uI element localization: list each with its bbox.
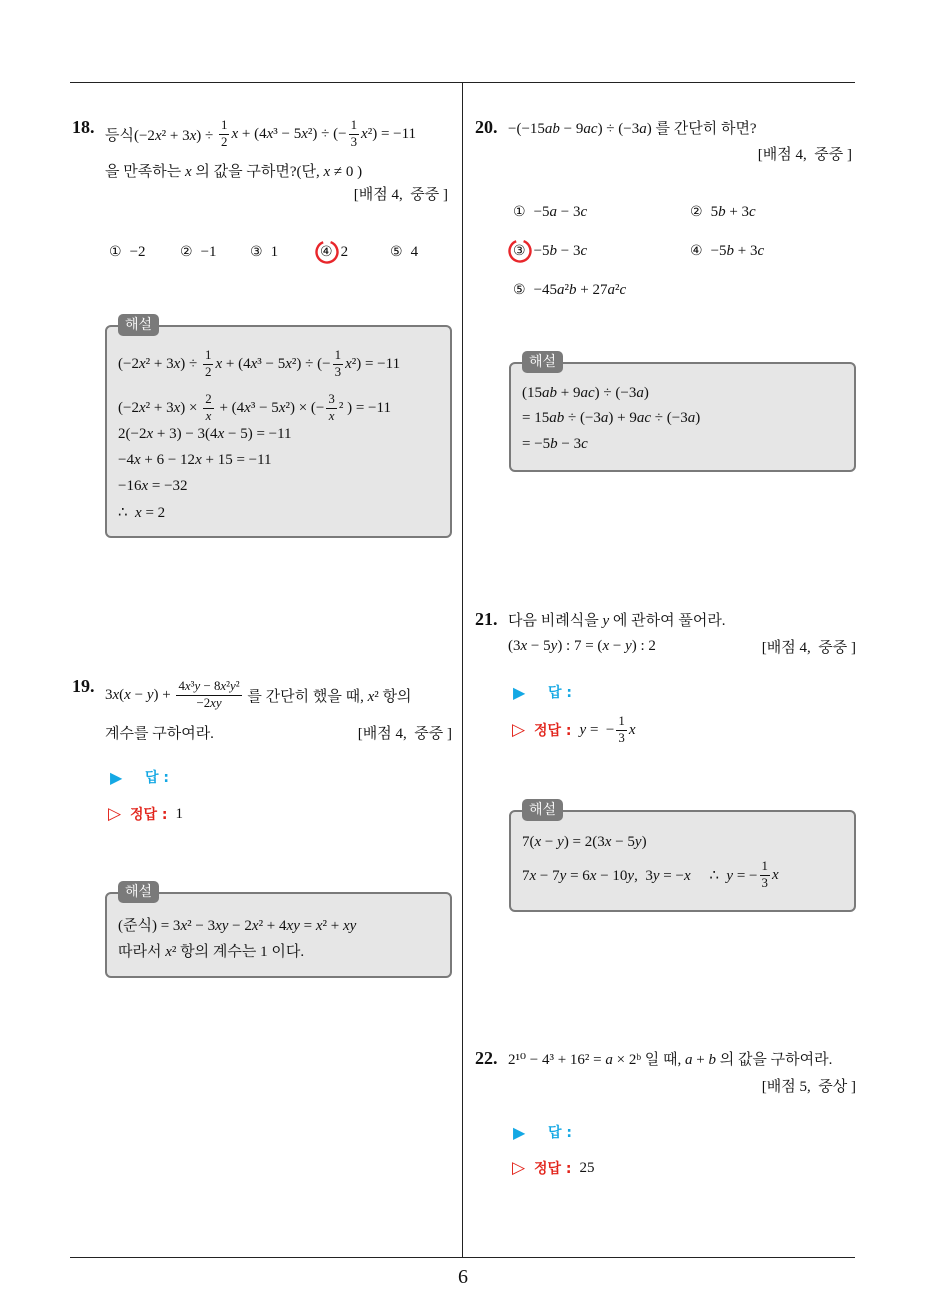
math-text: 계수를 구하여라.	[105, 725, 214, 742]
math-text: 3x(x − y) +	[105, 686, 175, 703]
problem-number: 22.	[475, 1047, 498, 1068]
math-text: x²) = −11	[361, 125, 417, 142]
solution-line	[118, 935, 304, 965]
question-line	[508, 112, 757, 142]
solution-line	[522, 860, 779, 890]
choice-number-label: ⑤	[513, 282, 526, 298]
answer-prompt	[513, 677, 572, 707]
choice-3	[513, 236, 587, 266]
math-text: 7x − 7y = 6x − 10y, 3y = −x ∴ y = −	[522, 867, 758, 884]
math-text: x	[628, 721, 636, 738]
choice-text: 4	[410, 243, 419, 260]
correct-answer	[512, 1153, 595, 1183]
math-text: 2¹⁰ − 4³ + 16² = a × 2ᵇ 일 때, a + b 의 값을 구하여라.	[508, 1051, 833, 1068]
math-text: (−2x² + 3x) ÷	[118, 355, 202, 372]
math-text: 25	[579, 1159, 595, 1176]
choice-number	[320, 244, 333, 260]
correct-answer-label: 정답 :	[534, 723, 572, 739]
choice-number	[690, 204, 703, 220]
choice-text: 5b + 3c	[710, 203, 756, 220]
choice-number	[180, 244, 193, 260]
solution-line	[522, 827, 647, 857]
correct-answer	[108, 799, 183, 829]
fraction-denominator: −2xy	[196, 695, 222, 710]
play-triangle-icon: ▶	[513, 682, 526, 702]
fraction	[219, 119, 229, 150]
fraction-denominator: x	[328, 408, 335, 423]
fraction-numerator: 1	[333, 349, 343, 365]
score-label: [배점 4, 중중 ]	[357, 725, 452, 742]
math-text: 7(x − y) = 2(3x − 5y)	[522, 833, 647, 850]
score-label: [배점 5, 중상 ]	[761, 1078, 856, 1095]
page-number: 6	[458, 1266, 468, 1288]
solution-line	[118, 349, 400, 379]
fraction-denominator: 3	[334, 364, 342, 379]
solution-label: 해설	[118, 314, 159, 336]
outline-triangle-icon: ▷	[108, 804, 122, 824]
choice-number-label: ①	[109, 244, 122, 260]
math-text: 따라서 x² 항의 계수는 1 이다.	[118, 943, 305, 960]
fraction	[203, 349, 213, 380]
choice-text: 2	[340, 243, 349, 260]
math-text: + (4x³ − 5x²) × (−	[215, 399, 325, 416]
answer-label: 답 :	[548, 1125, 572, 1141]
math-text: ∴ x = 2	[118, 504, 166, 521]
choice-text: −5a − 3c	[533, 203, 588, 220]
score-label: [배점 4, 중중 ]	[761, 639, 856, 656]
play-triangle-icon: ▶	[110, 767, 123, 787]
fraction-numerator: 2	[203, 393, 213, 409]
question-line	[105, 680, 411, 710]
correct-answer-value	[580, 1160, 595, 1177]
math-text: (준식) = 3x² − 3xy − 2x² + 4xy = x² + xy	[118, 917, 357, 934]
choice-5	[513, 275, 626, 305]
choice-number-label: ④	[690, 243, 703, 259]
outline-triangle-icon: ▷	[512, 720, 526, 740]
choice-2	[180, 237, 217, 267]
fraction	[333, 349, 343, 380]
choice-2	[690, 197, 756, 227]
math-text: −4x + 6 − 12x + 15 = −11	[118, 451, 272, 468]
fraction-denominator: 3	[350, 134, 358, 149]
solution-box	[105, 884, 452, 978]
fraction-numerator: 4x³y − 8x²y²	[176, 680, 241, 696]
answer-label: 답 :	[145, 770, 169, 786]
fraction-numerator: 1	[349, 119, 359, 135]
choice-4	[690, 236, 764, 266]
outline-triangle-icon: ▷	[512, 1158, 526, 1178]
question-line	[105, 119, 416, 149]
choice-number-label: ⑤	[390, 244, 403, 260]
fraction-numerator: 1	[203, 349, 213, 365]
math-text: y = −	[579, 721, 615, 738]
fraction	[616, 715, 626, 746]
bottom-rule	[70, 1257, 855, 1258]
math-text: 다음 비례식을 y 에 관하여 풀어라.	[508, 612, 726, 629]
math-text: x²) = −11	[345, 355, 401, 372]
choice-number	[513, 204, 526, 220]
choice-text: 1	[270, 243, 279, 260]
correct-answer-label: 정답 :	[534, 1161, 572, 1177]
fraction	[326, 393, 336, 424]
fraction-denominator: 3	[618, 730, 625, 745]
problem-number: 19.	[72, 675, 95, 696]
problem-number: 21.	[475, 608, 498, 629]
fraction-numerator: 1	[616, 715, 626, 731]
column-divider	[462, 83, 463, 1258]
math-text: (15ab + 9ac) ÷ (−3a)	[522, 384, 649, 401]
fraction-denominator: 2	[205, 364, 212, 379]
choice-number	[690, 243, 703, 259]
question-line	[508, 604, 726, 634]
solution-box	[509, 354, 856, 472]
math-text: 1	[175, 805, 184, 822]
correct-answer	[512, 715, 636, 745]
math-text: x + (4x³ − 5x²) ÷ (−	[231, 125, 347, 142]
choice-text: −1	[200, 243, 217, 260]
choice-text: −2	[129, 243, 146, 260]
choice-text: −5b − 3c	[533, 242, 588, 259]
choice-number	[250, 244, 263, 260]
answer-label: 답 :	[548, 685, 572, 701]
math-text: ² ) = −11	[338, 399, 391, 416]
math-text: 등식(−2x² + 3x) ÷	[105, 127, 217, 144]
math-text: = 15ab ÷ (−3a) + 9ac ÷ (−3a)	[522, 409, 701, 426]
question-line	[105, 717, 214, 747]
math-text: 2(−2x + 3) − 3(4x − 5) = −11	[118, 425, 292, 442]
math-text: −(−15ab − 9ac) ÷ (−3a) 를 간단히 하면?	[508, 120, 757, 137]
solution-box	[509, 802, 856, 912]
fraction	[349, 119, 359, 150]
choice-text: −5b + 3c	[710, 242, 765, 259]
math-text: (3x − 5y) : 7 = (x − y) : 2	[508, 637, 656, 654]
fraction-denominator: x	[205, 408, 212, 423]
solution-line	[522, 429, 588, 459]
math-text: (−2x² + 3x) ×	[118, 399, 202, 416]
math-text: x	[771, 866, 779, 883]
math-text: 을 만족하는 x 의 값을 구하면?(단, x ≠ 0 )	[105, 163, 363, 180]
answer-mark-circle	[314, 239, 340, 265]
answer-prompt	[110, 762, 169, 792]
choice-number	[390, 244, 403, 260]
fraction	[760, 860, 770, 891]
score-label: [배점 4, 중중 ]	[353, 186, 448, 203]
choice-5	[390, 237, 418, 267]
fraction-denominator: 2	[220, 134, 228, 149]
correct-answer-value	[580, 715, 636, 746]
fraction	[176, 680, 241, 711]
solution-label: 해설	[522, 799, 563, 821]
fraction-numerator: 1	[760, 860, 770, 876]
choice-number-label: ④	[320, 244, 333, 260]
fraction-numerator: 1	[219, 119, 229, 135]
play-triangle-icon: ▶	[513, 1122, 526, 1142]
question-line	[508, 631, 656, 661]
question-line	[105, 155, 362, 185]
math-text: −16x = −32	[118, 477, 188, 494]
score-label: [배점 4, 중중 ]	[757, 146, 852, 163]
choice-1	[513, 197, 587, 227]
math-text: = −5b − 3c	[522, 435, 588, 452]
problem-number: 20.	[475, 116, 498, 137]
math-text: x + (4x³ − 5x²) ÷ (−	[215, 355, 331, 372]
solution-label: 해설	[522, 351, 563, 373]
solution-line	[118, 497, 165, 527]
choice-number	[513, 243, 526, 259]
choice-text: −45a²b + 27a²c	[533, 281, 627, 298]
answer-mark-circle	[507, 238, 533, 264]
choice-number-label: ②	[690, 204, 703, 220]
fraction-denominator: 3	[761, 875, 768, 890]
choice-1	[109, 237, 146, 267]
fraction-numerator: 3	[326, 393, 336, 409]
choice-number-label: ②	[180, 244, 193, 260]
choice-number-label: ③	[513, 243, 526, 259]
problem-number: 18.	[72, 116, 95, 137]
choice-number	[109, 244, 122, 260]
correct-answer-label: 정답 :	[130, 807, 168, 823]
answer-prompt	[513, 1117, 572, 1147]
choice-number-label: ③	[250, 244, 263, 260]
solution-label: 해설	[118, 881, 159, 903]
choice-3	[250, 237, 278, 267]
math-text: 를 간단히 했을 때, x² 항의	[243, 688, 412, 705]
solution-box	[105, 317, 452, 538]
choice-4	[320, 237, 348, 267]
choice-number-label: ①	[513, 204, 526, 220]
question-line	[508, 1043, 832, 1073]
correct-answer-value	[176, 806, 184, 823]
choice-number	[513, 282, 526, 298]
